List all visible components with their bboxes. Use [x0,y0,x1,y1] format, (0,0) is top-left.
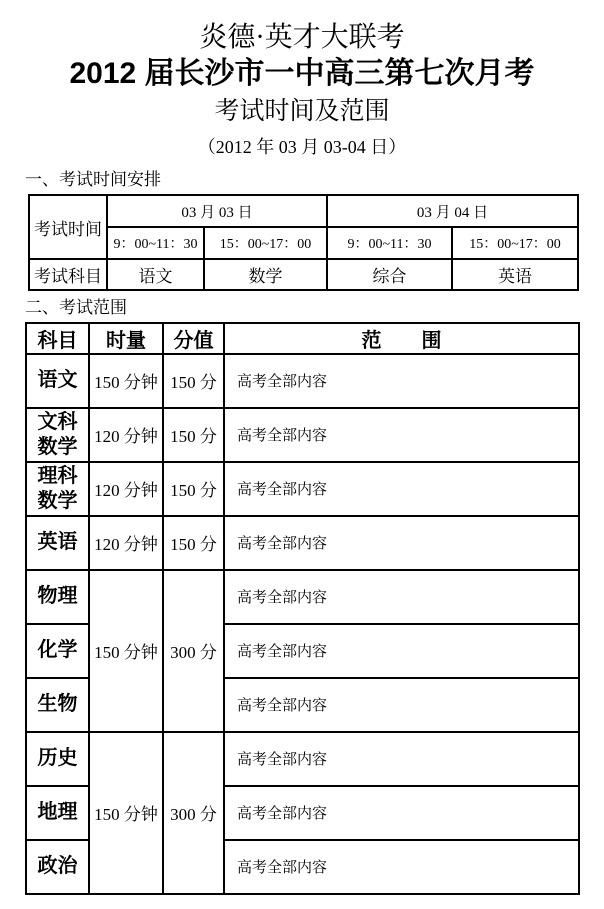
duration-cell-merged: 150 分钟 [89,570,163,732]
table-row-times [29,227,578,259]
exam-title: 2012 届长沙市一中高三第七次月考 [69,57,535,91]
duration-cell: 150 分钟 [89,354,163,408]
score-cell: 150 分 [163,408,224,462]
subject-cell: 语文 [26,354,89,408]
row-label-exam-subject: 考试科目 [29,259,107,290]
duration-cell: 120 分钟 [89,408,163,462]
section-heading-exam-scope: 二、考试范围 [25,298,127,318]
duration-cell-merged: 150 分钟 [89,732,163,894]
subject-cell: 文科数学 [26,408,89,462]
column-header-scope: 范 围 [224,323,579,354]
scope-cell: 高考全部内容 [224,408,579,462]
time-slot-cell: 15：00~17：00 [204,227,327,259]
date-cell-day2: 03 月 04 日 [327,195,578,227]
subject-cell: 历史 [26,732,89,786]
score-cell-merged: 300 分 [163,732,224,894]
scope-cell: 高考全部内容 [224,624,579,678]
column-header-subject: 科目 [26,323,89,354]
table-row [26,354,579,408]
score-cell: 150 分 [163,354,224,408]
subject-cell: 理科数学 [26,462,89,516]
subject-cell: 语文 [107,259,204,290]
subject-cell: 生物 [26,678,89,732]
table-row [26,462,579,516]
score-cell-merged: 300 分 [163,570,224,732]
subject-cell: 地理 [26,786,89,840]
section-heading-time-arrangement: 一、考试时间安排 [25,170,161,190]
exam-scope-table [25,322,580,895]
scope-cell: 高考全部内容 [224,516,579,570]
subject-cell: 综合 [327,259,452,290]
exam-time-table [28,194,579,291]
date-cell-day1: 03 月 03 日 [107,195,327,227]
table-row [26,516,579,570]
table-row [26,570,579,624]
table-row [26,732,579,786]
time-slot-cell: 9：00~11：30 [107,227,204,259]
score-cell: 150 分 [163,462,224,516]
duration-cell: 120 分钟 [89,462,163,516]
table-row-subjects [29,259,578,290]
subject-cell: 物理 [26,570,89,624]
brand-title: 炎德·英才大联考 [199,22,405,53]
row-label-exam-time: 考试时间 [29,195,107,259]
table-header-row [26,323,579,354]
subject-cell: 化学 [26,624,89,678]
column-header-duration: 时量 [89,323,163,354]
subject-cell: 英语 [26,516,89,570]
scope-cell: 高考全部内容 [224,732,579,786]
table-row [26,408,579,462]
score-cell: 150 分 [163,516,224,570]
time-slot-cell: 15：00~17：00 [452,227,578,259]
scope-cell: 高考全部内容 [224,786,579,840]
scope-cell: 高考全部内容 [224,840,579,894]
subject-cell: 数学 [204,259,327,290]
subject-cell: 政治 [26,840,89,894]
duration-cell: 120 分钟 [89,516,163,570]
column-header-score: 分值 [163,323,224,354]
subject-cell: 英语 [452,259,578,290]
scope-cell: 高考全部内容 [224,678,579,732]
scope-cell: 高考全部内容 [224,354,579,408]
time-slot-cell: 9：00~11：30 [327,227,452,259]
scope-cell: 高考全部内容 [224,570,579,624]
scope-cell: 高考全部内容 [224,462,579,516]
table-row-dates [29,195,578,227]
exam-dates: （2012 年 03 月 03-04 日） [197,136,407,157]
document-subtitle: 考试时间及范围 [214,97,390,125]
